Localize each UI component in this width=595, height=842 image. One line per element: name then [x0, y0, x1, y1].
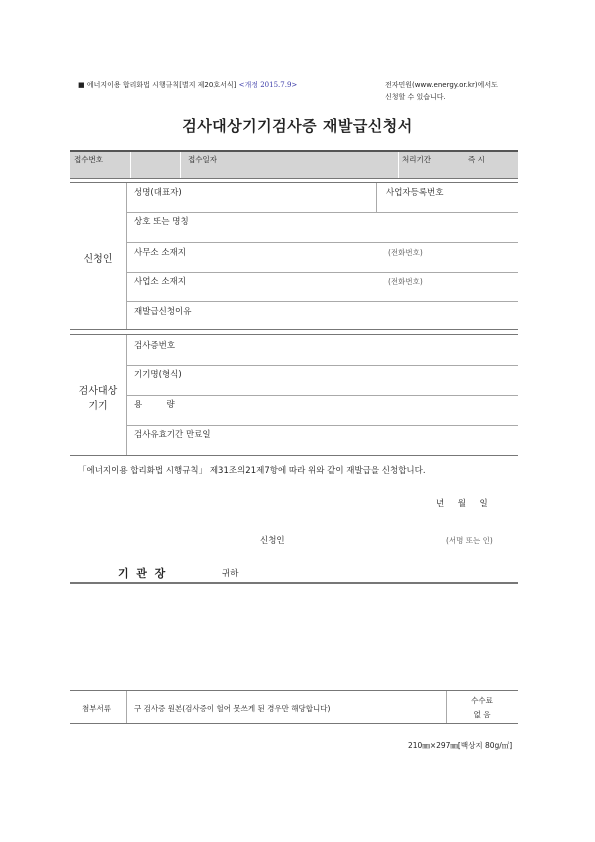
applicant-label-divider [126, 183, 127, 329]
receipt-divider-1 [130, 152, 131, 178]
processing-period-label: 처리기간 [402, 155, 431, 164]
declaration-text: 「에너지이용 합리화법 시행규칙」 제31조의21제7항에 따라 위와 같이 재발급을 신청합니다. [78, 466, 426, 476]
device-section-label-2: 기기 [88, 401, 108, 412]
name-field-label: 성명(대표자) [134, 188, 182, 198]
online-note-2: 신청할 수 있습니다. [385, 93, 446, 101]
processing-period-value: 즉 시 [468, 155, 485, 164]
row-rule [126, 242, 518, 243]
row-rule [126, 212, 518, 213]
applicant-bottom-rule [70, 329, 518, 330]
recipient-org: 기 관 장 [118, 567, 166, 580]
attachment-label: 첨부서류 [82, 704, 111, 713]
site-phone-label: (전화번호) [388, 277, 423, 286]
office-phone-label: (전화번호) [388, 248, 423, 257]
signer-label: 신청인 [260, 536, 285, 546]
receipt-divider-2 [180, 152, 181, 178]
company-name-label: 상호 또는 명칭 [134, 217, 189, 227]
online-note-1: 전자민원(www.energy.or.kr)에서도 [385, 81, 498, 89]
receipt-no-label: 접수번호 [74, 155, 103, 164]
reissue-reason-label: 재발급신청이유 [134, 307, 192, 317]
signature-placeholder: (서명 또는 인) [446, 536, 493, 545]
fee-value: 없 음 [473, 710, 491, 719]
business-registration-label: 사업자등록번호 [386, 188, 444, 198]
device-bottom-rule [70, 455, 518, 456]
fee-label: 수수료 [471, 696, 493, 705]
capacity-label: 용 량 [134, 400, 175, 410]
device-top-rule [70, 334, 518, 335]
attachment-bottom-rule [70, 723, 518, 724]
revision-note: <개정 2015.7.9> [238, 81, 298, 89]
site-address-label: 사업소 소재지 [134, 277, 186, 287]
row-rule [126, 272, 518, 273]
law-reference-text: ■ 에너지이용 합리화법 시행규칙[별지 제20호서식] [78, 81, 237, 89]
receipt-row [70, 152, 518, 178]
row-rule [126, 425, 518, 426]
receipt-bottom-rule [70, 178, 518, 179]
recipient-honorific: 귀하 [222, 569, 239, 579]
applicant-top-rule [70, 182, 518, 183]
attachment-divider-1 [126, 691, 127, 723]
recipient-rule [70, 582, 518, 584]
row-rule [126, 365, 518, 366]
date-line: 년 월 일 [436, 499, 488, 509]
name-bizno-divider [376, 183, 377, 212]
form-title: 검사대상기기검사증 재발급신청서 [182, 117, 413, 135]
law-reference [78, 80, 297, 90]
receipt-date-label: 접수일자 [188, 155, 217, 164]
device-model-label: 기기명(형식) [134, 370, 182, 380]
row-rule [126, 395, 518, 396]
certificate-number-label: 검사증번호 [134, 341, 176, 351]
attachment-top-rule [70, 690, 518, 691]
receipt-divider-3 [398, 152, 399, 178]
applicant-section-label: 신청인 [83, 254, 113, 265]
validity-expiry-label: 검사유효기간 만료일 [134, 430, 211, 440]
attachment-content: 구 검사증 원본(검사증이 헐어 못쓰게 된 경우만 해당합니다) [134, 704, 331, 713]
paper-spec-footer: 210㎜×297㎜[백상지 80g/㎡] [408, 741, 513, 750]
row-rule [126, 301, 518, 302]
office-address-label: 사무소 소재지 [134, 248, 186, 258]
device-section-label-1: 검사대상 [78, 386, 118, 397]
